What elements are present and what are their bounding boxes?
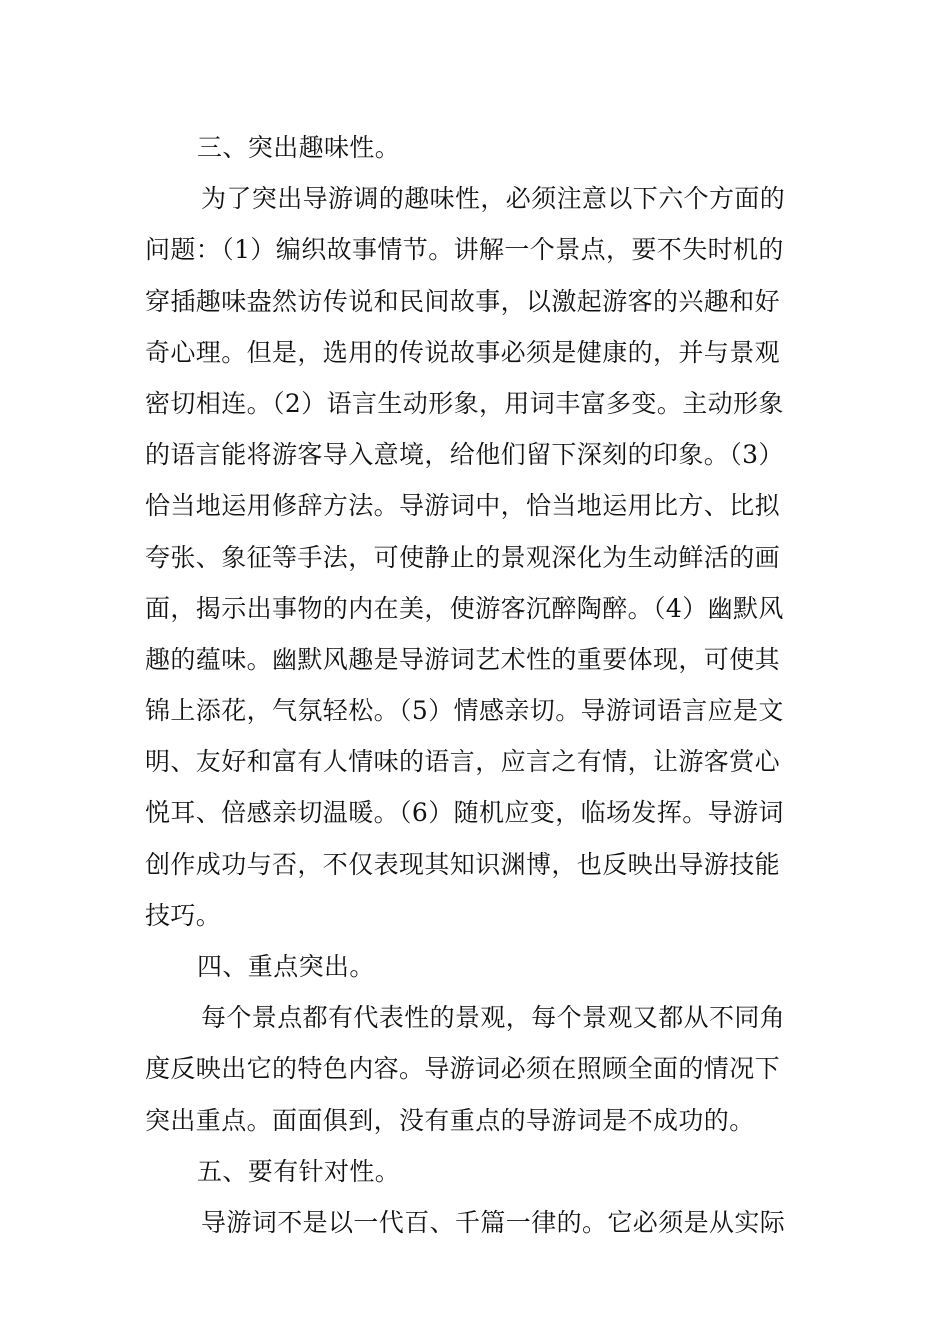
section-heading-4: 四、重点突出。 (197, 952, 375, 981)
paragraph-line: 创作成功与否，不仅表现其知识渊博，也反映出导游技能 (145, 849, 781, 879)
paragraph-line: 突出重点。面面俱到，没有重点的导游词是不成功的。 (145, 1105, 755, 1135)
paragraph-line: 度反映出它的特色内容。导游词必须在照顾全面的情况下 (145, 1054, 781, 1084)
section-heading-5: 五、要有针对性。 (197, 1156, 401, 1186)
paragraph-line: 悦耳、倍感亲切温暖。（6）随机应变，临场发挥。导游词 (145, 798, 784, 828)
paragraph-line: 面，揭示出事物的内在美，使游客沉醉陶醉。（4）幽默风 (145, 593, 784, 623)
paragraph-line: 恰当地运用修辞方法。导游词中，恰当地运用比方、比拟 (145, 491, 781, 521)
paragraph-line: 锦上添花，气氛轻松。（5）情感亲切。导游词语言应是文 (145, 696, 784, 726)
paragraph-line: 密切相连。（2）语言生动形象，用词丰富多变。主动形象 (145, 388, 784, 418)
document-body (145, 122, 813, 1248)
paragraph-line: 穿插趣味盎然访传说和民间故事，以激起游客的兴趣和好 (145, 286, 781, 316)
paragraph-line: 为了突出导游调的趣味性，必须注意以下六个方面的 (201, 184, 786, 214)
section-heading-3: 三、突出趣味性。 (197, 133, 401, 162)
paragraph-line: 明、友好和富有人情味的语言，应言之有情，让游客赏心 (145, 747, 781, 777)
paragraph-line: 夸张、象征等手法，可使静止的景观深化为生动鲜活的画 (145, 542, 781, 572)
paragraph-line: 每个景点都有代表性的景观，每个景观又都从不同角 (201, 1003, 786, 1033)
paragraph-line: 问题：（1）编织故事情节。讲解一个景点，要不失时机的 (145, 235, 784, 265)
paragraph-line: 导游词不是以一代百、千篇一律的。它必须是从实际 (201, 1207, 786, 1237)
paragraph-line: 技巧。 (145, 900, 222, 930)
paragraph-line: 的语言能将游客导入意境，给他们留下深刻的印象。（3） (145, 440, 784, 470)
paragraph-line: 趣的蕴味。幽默风趣是导游词艺术性的重要体现，可使其 (145, 644, 781, 674)
paragraph-line: 奇心理。但是，选用的传说故事必须是健康的，并与景观 (145, 337, 781, 367)
